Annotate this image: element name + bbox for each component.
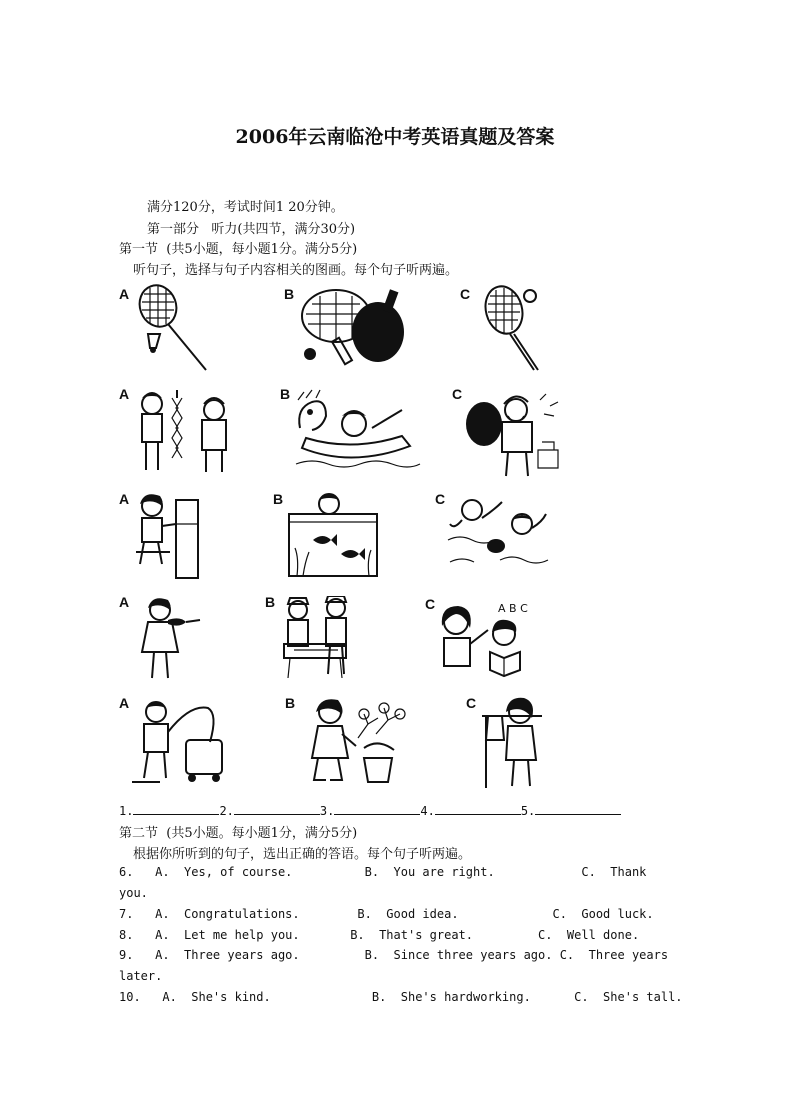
row1-label-a: A (119, 286, 130, 302)
question-10-line: 10. A. She's kind. B. She's hardworking. C. She's tall. (119, 990, 683, 1004)
santa-claus-icon (462, 390, 566, 480)
boy-fish-tank-icon (283, 492, 383, 580)
section2-heading: 第二节 (共5小题。每小题1分，满分5分) (119, 826, 358, 841)
row4-label-a: A (119, 594, 130, 610)
row2-label-c: C (452, 386, 463, 402)
section2-instructions: 根据你所听到的句子，选出正确的答语。每个句子听两遍。 (133, 847, 472, 862)
blank-label-3: 3. (319, 804, 335, 818)
blank-label-1: 1. (119, 804, 134, 818)
question-8-line: 8. A. Let me help you. B. That's great. C. Well done. (119, 928, 640, 942)
question-7-line: 7. A. Congratulations. B. Good idea. C. Good luck. (119, 907, 654, 921)
score-line: 满分120分，考试时间1 20分钟。 (147, 200, 344, 215)
blank-label-2: 2. (219, 804, 234, 818)
row3-label-b: B (273, 491, 284, 507)
answer-blank-2[interactable] (234, 802, 320, 815)
girl-violin-icon (134, 594, 204, 684)
question-6-continuation: you. (119, 886, 148, 900)
boy-vacuum-cleaner-icon (130, 694, 236, 786)
row4-label-c: C (425, 596, 436, 612)
answer-blanks-row (119, 802, 621, 818)
children-swimming-icon (446, 490, 550, 572)
row2-label-b: B (280, 386, 291, 402)
question-6-line: 6. A. Yes, of course. B. You are right. C. Thank (119, 865, 647, 879)
doctor-nurse-icon (278, 596, 360, 680)
page-title: 2006年云南临沧中考英语真题及答案 (235, 126, 555, 148)
blank-label-5: 5. (520, 804, 536, 818)
row1-label-c: C (460, 286, 471, 302)
row5-label-a: A (119, 695, 130, 711)
badminton-racket-icon (134, 282, 214, 374)
question-9-continuation: later. (119, 969, 163, 983)
dragon-boat-icon (292, 388, 422, 478)
row2-label-a: A (119, 386, 130, 402)
section1-heading: 第一节 (共5小题，每小题1分。满分5分) (119, 242, 358, 257)
part1-heading: 第一部分 听力(共四节，满分30分) (147, 222, 356, 237)
ping-pong-paddles-icon (298, 284, 418, 370)
girl-watering-flowers-icon (298, 694, 410, 788)
girl-hanging-clothes-icon (480, 694, 546, 792)
row5-label-b: B (285, 695, 296, 711)
blank-label-4: 4. (420, 804, 435, 818)
answer-blank-5[interactable] (535, 802, 621, 815)
tennis-racket-icon (478, 282, 548, 374)
row5-label-c: C (466, 695, 477, 711)
row1-label-b: B (284, 286, 295, 302)
row3-label-a: A (119, 491, 130, 507)
question-9-line: 9. A. Three years ago. B. Since three years ago. C. Three years (119, 948, 669, 962)
row3-label-c: C (435, 491, 446, 507)
answer-blank-1[interactable] (133, 802, 219, 815)
teacher-student-abc-icon (436, 600, 540, 680)
answer-blank-3[interactable] (334, 802, 420, 815)
answer-blank-4[interactable] (435, 802, 521, 815)
firecrackers-children-icon (134, 388, 244, 478)
row4-label-b: B (265, 594, 276, 610)
girl-at-piano-icon (134, 490, 204, 582)
svg-text:A B C: A B C (498, 602, 528, 615)
section1-instructions: 听句子，选择与句子内容相关的图画。每个句子听两遍。 (133, 263, 459, 278)
